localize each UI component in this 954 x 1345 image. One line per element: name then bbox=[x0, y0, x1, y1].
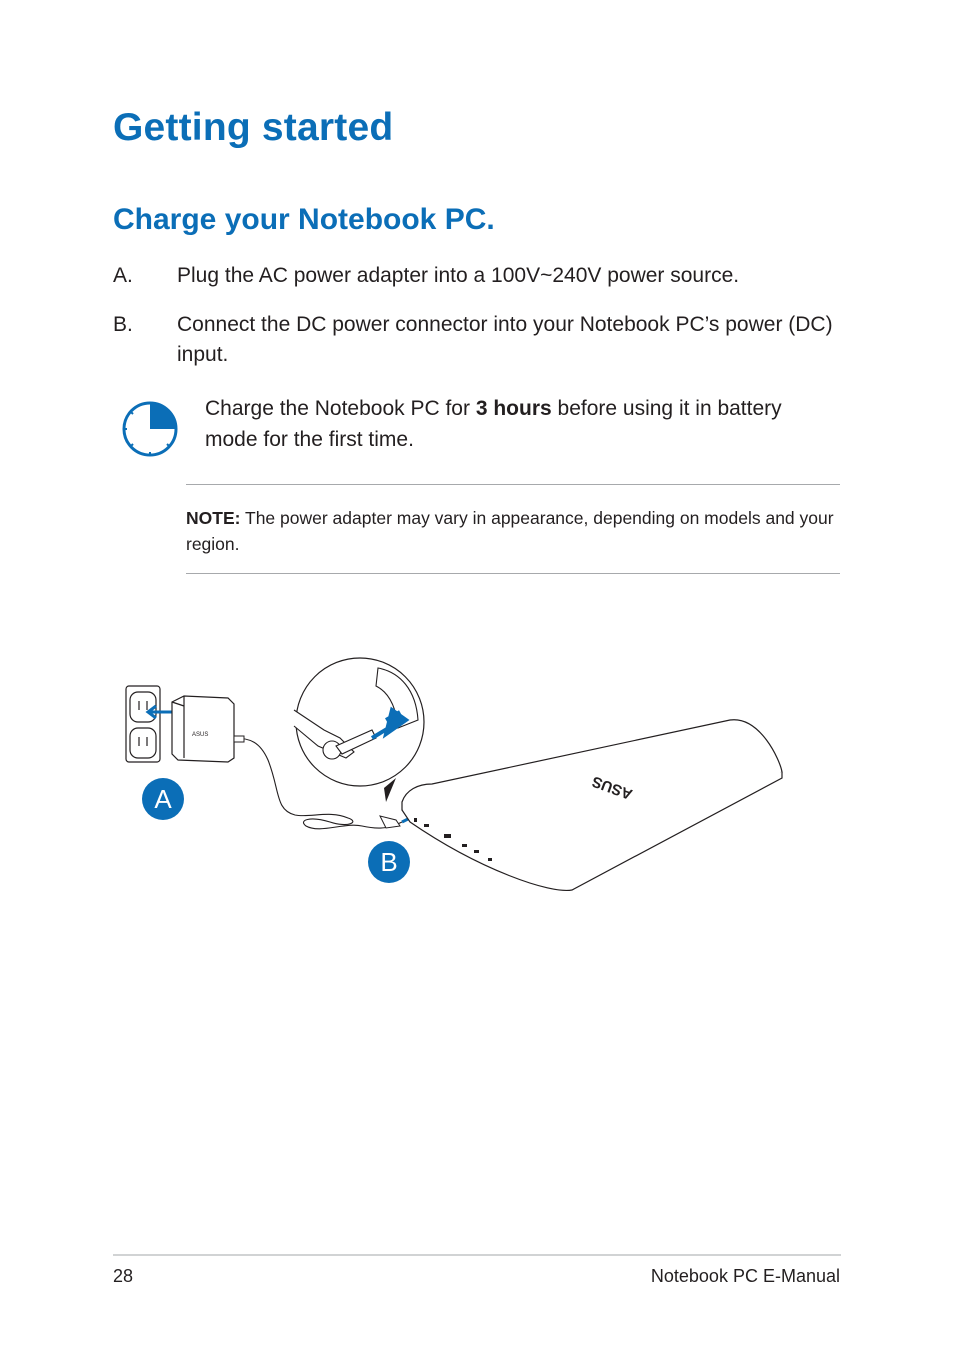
callout-a-label: A bbox=[154, 784, 172, 814]
adapter-brand: ASUS bbox=[192, 732, 209, 738]
charge-tip bbox=[205, 393, 805, 455]
zoom-inset bbox=[294, 658, 424, 802]
tip-text-before: Charge the Notebook PC for bbox=[205, 397, 476, 420]
wall-outlet bbox=[126, 686, 160, 762]
callout-b-label: B bbox=[380, 847, 398, 877]
page-title: Getting started bbox=[113, 106, 394, 149]
note bbox=[186, 505, 846, 557]
tip-text-after: before using it in battery mode for the first time. bbox=[205, 397, 782, 451]
note-bottom-rule bbox=[186, 573, 840, 574]
step-label: B. bbox=[113, 313, 133, 336]
tip-duration: 3 hours bbox=[475, 397, 552, 420]
section-title: Charge your Notebook PC. bbox=[113, 203, 495, 236]
charging-illustration bbox=[110, 650, 800, 910]
power-adapter bbox=[172, 696, 234, 762]
laptop bbox=[402, 720, 782, 891]
step-text: Plug the AC power adapter into a 100V~240V power source. bbox=[177, 264, 740, 287]
note-top-rule bbox=[186, 484, 840, 485]
note-label: NOTE: bbox=[186, 508, 241, 528]
manual-title: Notebook PC E-Manual bbox=[650, 1266, 840, 1286]
step-label: A. bbox=[113, 264, 133, 287]
footer-rule bbox=[113, 1254, 841, 1256]
laptop-brand: ASUS bbox=[589, 772, 635, 803]
step-text: Connect the DC power connector into your Notebook PC’s power (DC) input. bbox=[177, 313, 833, 366]
clock-icon bbox=[120, 398, 184, 462]
page-number: 28 bbox=[113, 1266, 134, 1286]
note-text: The power adapter may vary in appearance, depending on models and your region. bbox=[186, 508, 834, 554]
